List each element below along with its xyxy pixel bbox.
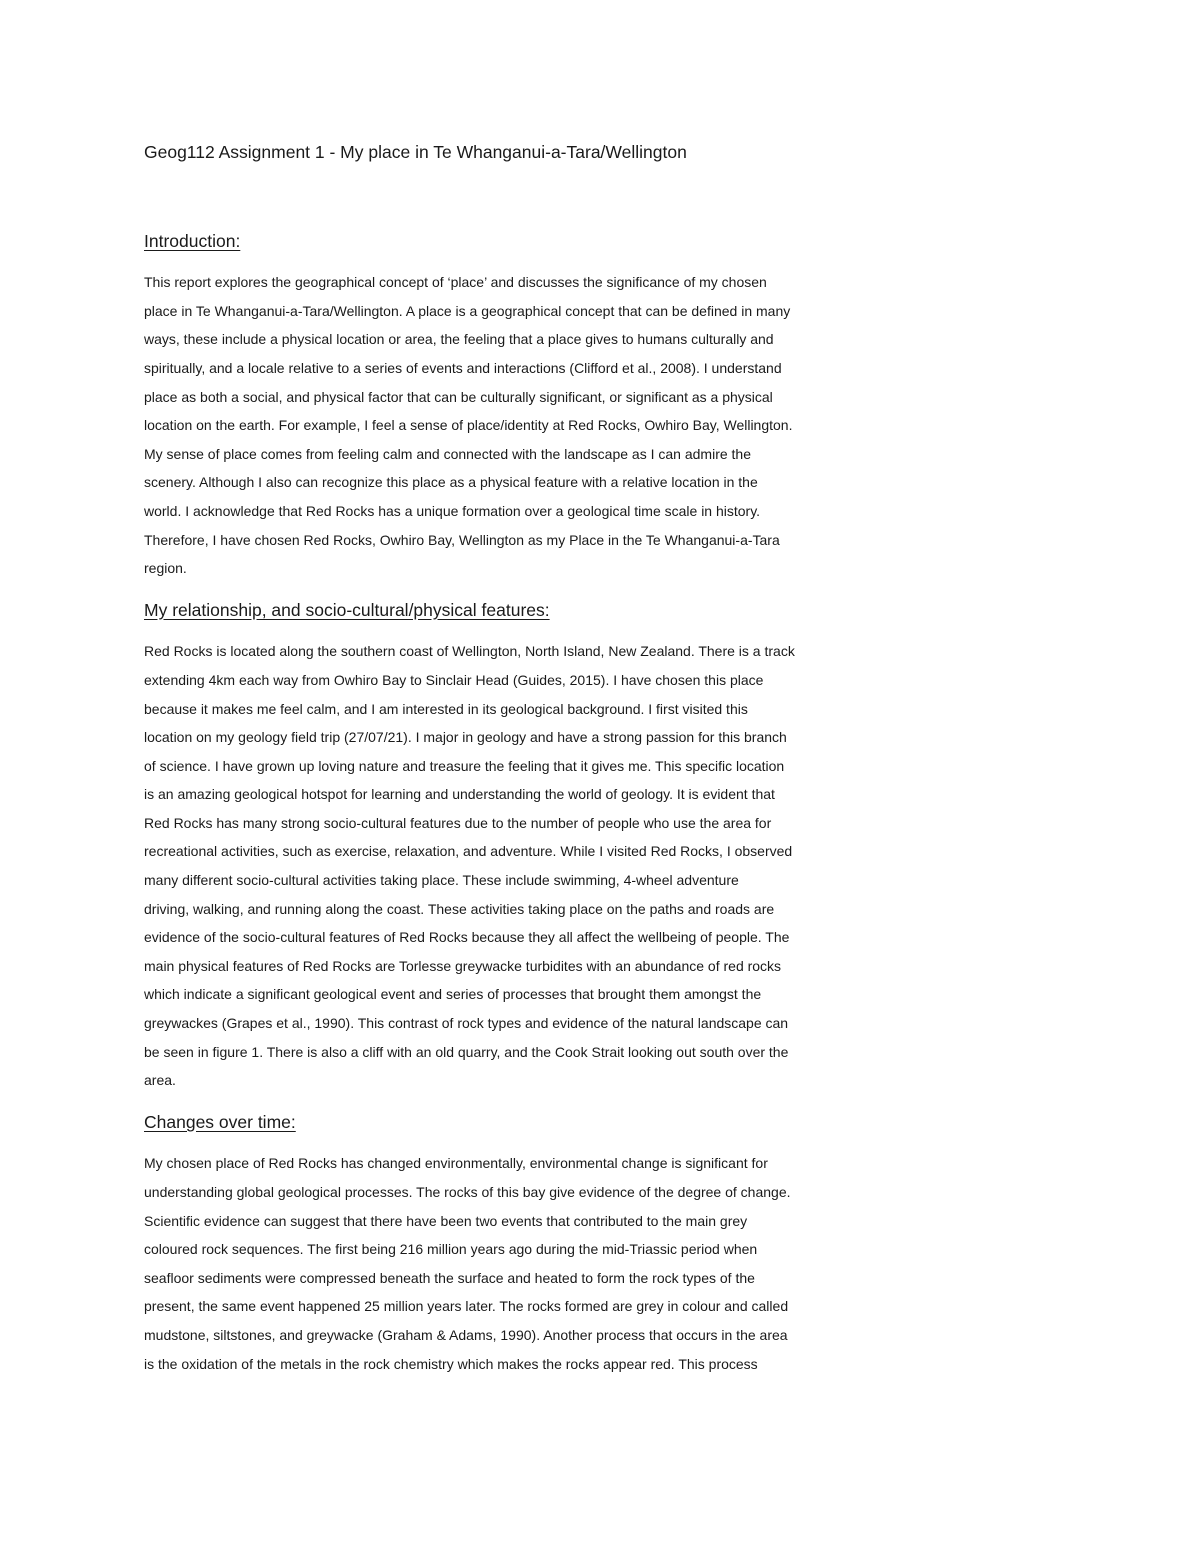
text-line: This report explores the geographical concept of ‘place’ and discusses the significance of my chosen [144,274,767,291]
section-paragraph-changes-over-time [144,1149,1064,1378]
text-line: coloured rock sequences. The first being 216 million years ago during the mid-Triassic period when [144,1241,758,1258]
text-line: location on my geology field trip (27/07/21). I major in geology and have a strong passion for this branch [144,729,787,746]
text-line: is the oxidation of the metals in the rock chemistry which makes the rocks appear red. This process [144,1355,758,1372]
text-line: mudstone, siltstones, and greywacke (Graham & Adams, 1990). Another process that occurs in the area [144,1326,788,1343]
text-line: many different socio-cultural activities taking place. These include swimming, 4-wheel adventure [144,872,739,889]
document-body [144,138,1064,1391]
section-heading-relationship: My relationship, and socio-cultural/physical features: [144,599,550,620]
text-line: which indicate a significant geological event and series of processes that brought them amongst the [144,986,762,1003]
text-line: Scientific evidence can suggest that there have been two events that contributed to the main grey [144,1212,748,1229]
text-line: place in Te Whanganui-a-Tara/Wellington. A place is a geographical concept that can be defined in many [144,302,791,319]
text-line: Red Rocks is located along the southern coast of Wellington, North Island, New Zealand. There is a track [144,643,795,660]
text-line: driving, walking, and running along the coast. These activities taking place on the paths and roads are [144,900,775,917]
text-line: area. [144,1072,176,1089]
text-line: My chosen place of Red Rocks has changed environmentally, environmental change is significant for [144,1155,768,1172]
text-line: is an amazing geological hotspot for learning and understanding the world of geology. It is evident that [144,786,775,803]
text-line: main physical features of Red Rocks are Torlesse greywacke turbidites with an abundance of red rocks [144,957,782,974]
text-line: understanding global geological processes. The rocks of this bay give evidence of the degree of change. [144,1184,791,1200]
text-line: place as both a social, and physical factor that can be culturally significant, or significant as a physical [144,388,773,405]
text-line: Red Rocks has many strong socio-cultural features due to the number of people who use the area for [144,814,772,831]
text-line: My sense of place comes from feeling calm and connected with the landscape as I can admire the [144,445,751,462]
text-line: extending 4km each way from Owhiro Bay to Sinclair Head (Guides, 2015). I have chosen this place [144,671,764,688]
text-line: world. I acknowledge that Red Rocks has a unique formation over a geological time scale in history. [144,502,761,519]
text-line: scenery. Although I also can recognize this place as a physical feature with a relative location in the [144,474,758,491]
text-line: ways, these include a physical location or area, the feeling that a place gives to humans culturally and [144,331,774,348]
text-line: Therefore, I have chosen Red Rocks, Owhiro Bay, Wellington as my Place in the Te Whanganui-a-Tara [144,531,780,548]
text-line: recreational activities, such as exercise, relaxation, and adventure. While I visited Red Rocks, I observed [144,843,793,860]
document-title: Geog112 Assignment 1 - My place in Te Whanganui-a-Tara/Wellington [144,142,687,162]
section-paragraph-introduction [144,268,1064,583]
text-line: be seen in figure 1. There is also a cliff with an old quarry, and the Cook Strait looking out south over the [144,1043,789,1060]
text-line: greywackes (Grapes et al., 1990). This contrast of rock types and evidence of the natural landscape can [144,1015,789,1032]
text-line: evidence of the socio-cultural features of Red Rocks because they all affect the wellbeing of people. The [144,929,790,946]
text-line: seafloor sediments were compressed beneath the surface and heated to form the rock types of the [144,1269,755,1286]
section-heading-changes-over-time: Changes over time: [144,1111,296,1132]
text-line: of science. I have grown up loving nature and treasure the feeling that it gives me. This specific location [144,757,785,774]
text-line: present, the same event happened 25 million years later. The rocks formed are grey in colour and called [144,1298,789,1315]
text-line: location on the earth. For example, I feel a sense of place/identity at Red Rocks, Owhiro Bay, Wellington. [144,417,793,434]
text-line: because it makes me feel calm, and I am interested in its geological background. I first visited this [144,700,748,717]
text-line: spiritually, and a locale relative to a series of events and interactions (Clifford et al., 2008). I understand [144,359,782,376]
section-heading-introduction: Introduction: [144,230,241,251]
text-line: region. [144,560,187,577]
section-paragraph-relationship [144,637,1064,1095]
